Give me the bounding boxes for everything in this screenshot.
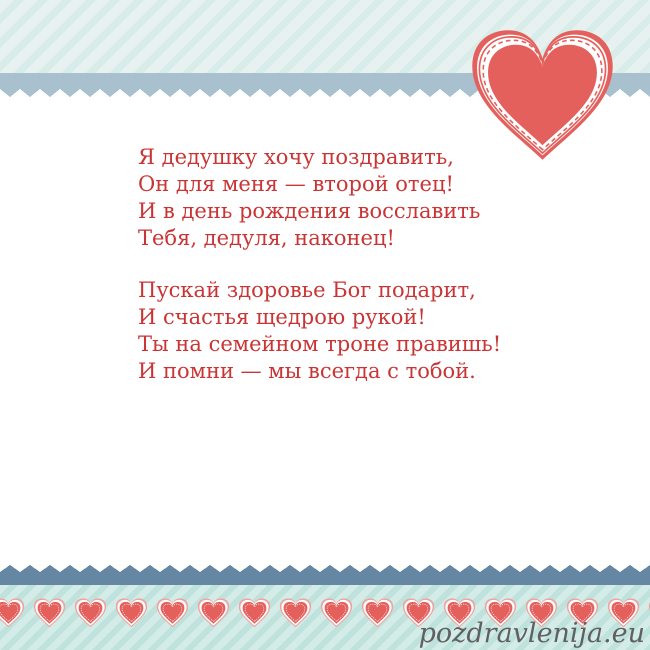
bottom-scalloped-divider <box>0 572 650 585</box>
bottom-divider-zigzag <box>0 565 650 572</box>
poem-line: Пускай здоровье Бог подарит, <box>138 278 476 302</box>
poem-line: И счастья щедрою рукой! <box>138 305 426 329</box>
heart-icon <box>155 597 190 629</box>
heart-icon <box>32 597 67 629</box>
heart-icon <box>0 597 26 629</box>
heart-icon <box>319 597 354 629</box>
poem-line: И в день рождения восславить <box>138 199 481 223</box>
watermark: pozdravlenija.eu <box>418 618 645 649</box>
poem-line: Тебя, дедуля, наконец! <box>138 226 395 250</box>
poem-stanza <box>138 144 501 252</box>
heart-icon <box>73 597 108 629</box>
poem-stanza <box>138 277 501 385</box>
poem-line: И помни — мы всегда с тобой. <box>138 359 476 383</box>
poem-line: Ты на семейном троне правишь! <box>138 332 502 356</box>
big-heart-icon <box>464 24 621 166</box>
heart-icon <box>360 597 395 629</box>
heart-icon <box>114 597 149 629</box>
poem <box>138 144 501 385</box>
heart-icon <box>196 597 231 629</box>
poem-line: Я дедушку хочу поздравить, <box>138 145 454 169</box>
heart-icon <box>237 597 272 629</box>
poem-line: Он для меня — второй отец! <box>138 172 454 196</box>
heart-icon <box>278 597 313 629</box>
